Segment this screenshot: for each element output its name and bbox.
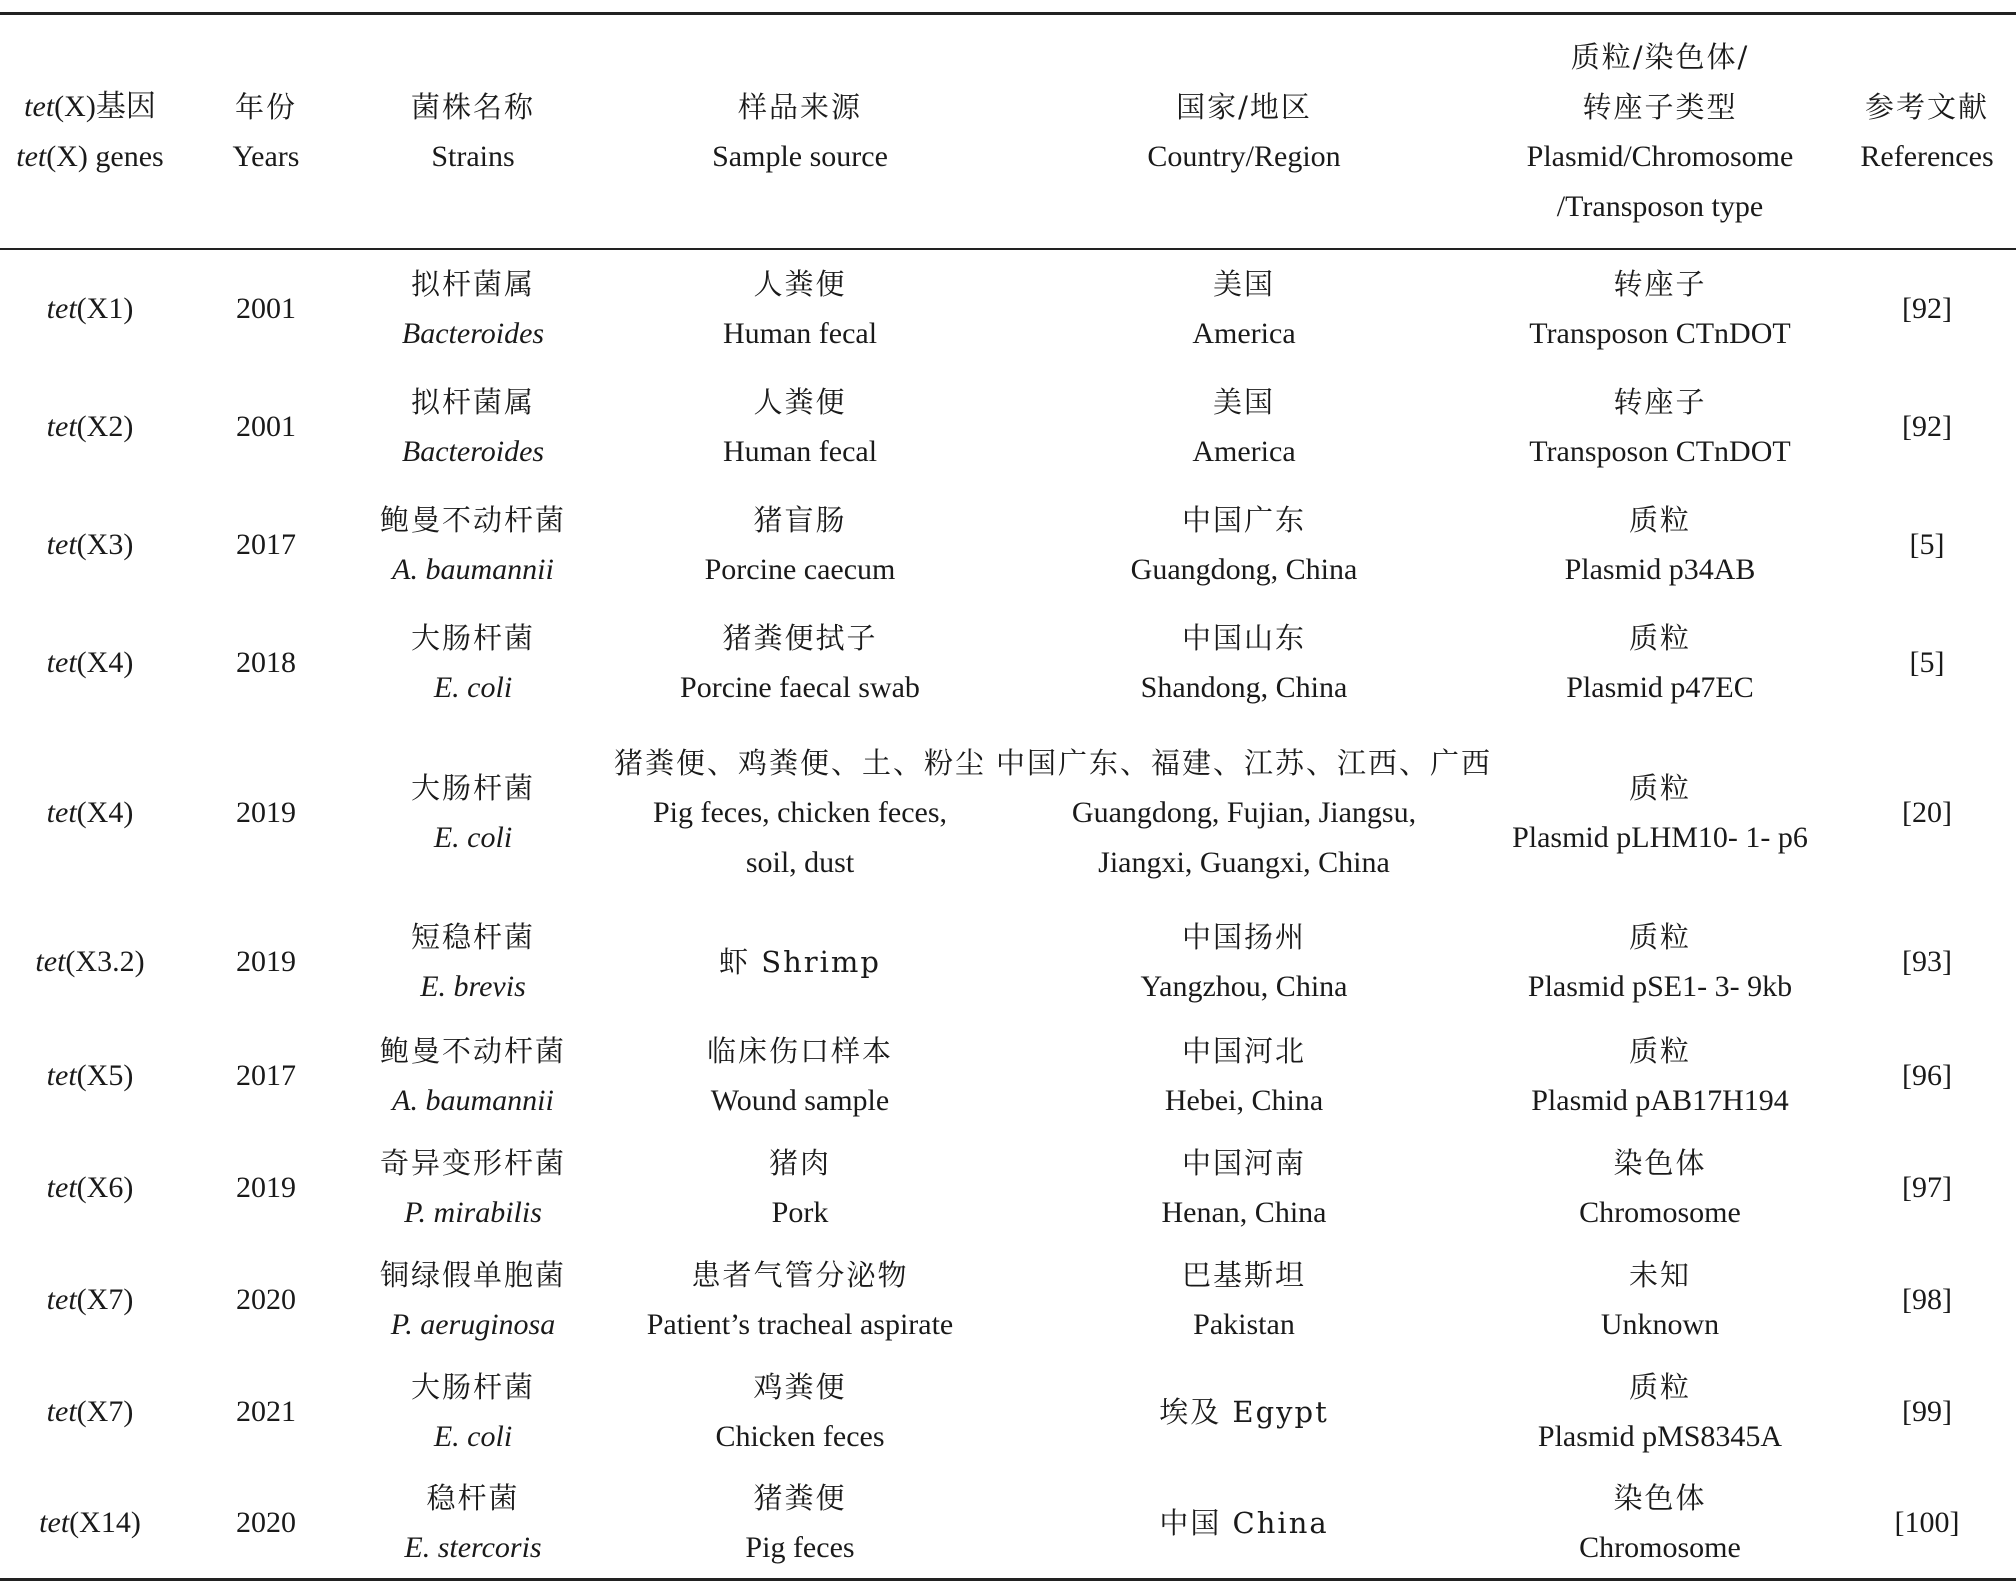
country-cell [1006,368,1482,486]
source-line: 猪肉 [768,1146,831,1180]
strain-zh: 大肠杆菌 [410,1370,535,1404]
year-value: 2020 [236,1506,296,1539]
strain-zh: 大肠杆菌 [410,621,535,655]
strain-zh: 稳杆菌 [426,1481,520,1515]
country-cell [1006,1356,1482,1468]
type-line: 转座子 [1613,267,1707,301]
header-type: 质粒/染色体/ 转座子类型 Plasmid/Chromosome /Transposon type [1526,39,1794,223]
header-gene: tet(X)基因 tet(X) genes [16,89,164,173]
gene-prefix: tet [46,1395,77,1428]
strain-en: E. brevis [420,970,526,1003]
gene-prefix: tet [39,1506,70,1539]
source-cell [594,250,1006,368]
country-cell [1006,1132,1482,1244]
gene-cell [0,368,180,486]
reference-cell [1838,904,2016,1020]
country-line: 中国广东 [1181,503,1306,537]
source-line: 人粪便 [753,267,847,301]
strain-en: Bacteroides [401,435,545,468]
gene-name [47,638,134,688]
country-line: 中国广东、福建、江苏、江西、广西 [996,746,1493,780]
type-line: 转座子 [1613,385,1707,419]
strain-en: P. mirabilis [404,1196,542,1229]
type-line: Plasmid p47EC [1566,671,1754,704]
gene-variant: (X3) [76,528,134,561]
type-cell [1482,486,1838,604]
table-row [0,1244,2016,1356]
strain-cell [352,722,594,904]
gene-variant: (X7) [76,1283,134,1316]
year-value: 2018 [236,646,296,679]
source-line: 猪粪便、鸡粪便、土、粉尘 [613,746,986,780]
type-cell [1482,904,1838,1020]
gene-prefix: tet [46,292,77,325]
gene-variant: (X6) [76,1171,134,1204]
type-line: 染色体 [1613,1146,1707,1180]
strain-en: E. coli [433,671,513,704]
strain-zh: 短稳杆菌 [410,920,535,954]
year-value: 2001 [236,292,296,325]
strain-en: E. stercoris [404,1531,542,1564]
gene-name [47,788,134,838]
strain-cell [352,250,594,368]
year-cell [180,1244,352,1356]
country-line: Guangdong, Fujian, Jiangsu, [1071,796,1417,829]
header-references: 参考文献 References [1860,89,1994,173]
source-line: 人粪便 [753,385,847,419]
source-line: Pork [771,1196,829,1229]
gene-prefix: tet [46,528,77,561]
country-line: 中国河南 [1181,1146,1306,1180]
gene-variant: (X3.2) [65,945,145,978]
country-cell [1006,486,1482,604]
gene-prefix: tet [46,646,77,679]
gene-name [47,402,134,452]
source-line: Chicken feces [715,1420,885,1453]
strain-cell [352,368,594,486]
type-line: Plasmid p34AB [1564,553,1756,586]
year-value: 2019 [236,1171,296,1204]
year-value: 2019 [236,796,296,829]
table-row [0,1468,2016,1578]
country-line: Shandong, China [1140,671,1348,704]
reference-cell [1838,486,2016,604]
gene-cell [0,1244,180,1356]
source-line: Pig feces [745,1531,855,1564]
gene-name [35,937,144,987]
source-line: 鸡粪便 [753,1370,847,1404]
type-cell [1482,604,1838,722]
type-line: 染色体 [1613,1481,1707,1515]
source-cell [594,1244,1006,1356]
strain-zh: 拟杆菌属 [410,267,535,301]
strain-en: Bacteroides [401,317,545,350]
strain-zh: 铜绿假单胞菌 [379,1258,566,1292]
reference-cell [1838,722,2016,904]
reference-cell [1838,1244,2016,1356]
source-cell [594,722,1006,904]
header-country: 国家/地区 Country/Region [1147,89,1341,173]
reference-value: [99] [1902,1395,1952,1428]
source-line: Porcine faecal swab [680,671,920,704]
source-cell [594,1020,1006,1132]
table-row [0,904,2016,1020]
country-line: Jiangxi, Guangxi, China [1098,846,1390,879]
table-row [0,722,2016,904]
reference-cell [1838,1356,2016,1468]
gene-variant: (X7) [76,1395,134,1428]
year-cell [180,1020,352,1132]
year-cell [180,1356,352,1468]
year-value: 2017 [236,1059,296,1092]
gene-prefix: tet [46,410,77,443]
gene-cell [0,904,180,1020]
source-line: Wound sample [710,1084,890,1117]
year-cell [180,904,352,1020]
gene-prefix: tet [35,945,66,978]
country-cell [1006,904,1482,1020]
strain-zh: 鲍曼不动杆菌 [379,503,566,537]
reference-value: [97] [1902,1171,1952,1204]
gene-cell [0,1132,180,1244]
type-line: Plasmid pMS8345A [1537,1420,1783,1453]
strain-cell [352,1132,594,1244]
source-line: 临床伤口样本 [706,1034,893,1068]
country-cell [1006,250,1482,368]
gene-variant: (X1) [76,292,134,325]
reference-value: [92] [1902,410,1952,443]
header-strain: 菌株名称 Strains [410,89,535,173]
source-cell [594,486,1006,604]
table-row [0,1020,2016,1132]
reference-value: [93] [1902,945,1952,978]
gene-name [39,1498,141,1548]
gene-name [47,1051,134,1101]
source-cell [594,1468,1006,1578]
table-header-row [0,15,2016,248]
reference-cell [1838,368,2016,486]
type-line: Unknown [1600,1308,1720,1341]
year-cell [180,250,352,368]
reference-value: [5] [1909,646,1945,679]
gene-prefix: tet [46,1059,77,1092]
gene-name [47,520,134,570]
reference-value: [5] [1909,528,1945,561]
source-line: soil, dust [745,846,855,879]
type-line: Plasmid pSE1- 3- 9kb [1527,970,1793,1003]
type-line: Chromosome [1579,1196,1741,1229]
strain-zh: 大肠杆菌 [410,771,535,805]
type-line: Transposon CTnDOT [1529,435,1791,468]
country-line: Guangdong, China [1130,553,1358,586]
source-line: 虾 Shrimp [719,945,881,979]
strain-en: E. coli [433,821,513,854]
header-year: 年份 Years [232,89,300,173]
gene-variant: (X4) [76,796,134,829]
gene-name [47,1387,134,1437]
year-cell [180,1468,352,1578]
source-line: 猪盲肠 [753,503,847,537]
source-line: Patient’s tracheal aspirate [646,1308,954,1341]
country-line: 埃及 Egypt [1159,1395,1329,1429]
strain-cell [352,1020,594,1132]
year-cell [180,368,352,486]
type-line: 质粒 [1628,1370,1691,1404]
strain-cell [352,1244,594,1356]
year-value: 2021 [236,1395,296,1428]
country-cell [1006,1244,1482,1356]
strain-cell [352,904,594,1020]
gene-variant: (X2) [76,410,134,443]
table-row [0,604,2016,722]
gene-name [47,284,134,334]
strain-zh: 拟杆菌属 [410,385,535,419]
country-line: 中国河北 [1181,1034,1306,1068]
year-cell [180,722,352,904]
strain-zh: 奇异变形杆菌 [379,1146,566,1180]
type-cell [1482,1468,1838,1578]
table-bottom-rule [0,1578,2016,1581]
reference-value: [92] [1902,292,1952,325]
gene-cell [0,1020,180,1132]
gene-name [47,1275,134,1325]
country-line: Pakistan [1193,1308,1295,1341]
table-row [0,1356,2016,1468]
year-value: 2001 [236,410,296,443]
year-value: 2019 [236,945,296,978]
source-line: Porcine caecum [704,553,896,586]
country-line: 巴基斯坦 [1181,1258,1306,1292]
strain-zh: 鲍曼不动杆菌 [379,1034,566,1068]
table-row [0,250,2016,368]
reference-value: [96] [1902,1059,1952,1092]
reference-value: [20] [1902,796,1952,829]
source-line: 患者气管分泌物 [691,1258,909,1292]
gene-cell [0,1468,180,1578]
source-cell [594,604,1006,722]
header-source: 样品来源 Sample source [712,89,888,173]
country-line: 美国 [1212,267,1275,301]
type-line: Chromosome [1579,1531,1741,1564]
gene-cell [0,722,180,904]
type-cell [1482,368,1838,486]
country-line: Henan, China [1161,1196,1327,1229]
year-value: 2020 [236,1283,296,1316]
strain-en: E. coli [433,1420,513,1453]
country-cell [1006,604,1482,722]
year-cell [180,1132,352,1244]
gene-name [47,1163,134,1213]
type-line: Transposon CTnDOT [1529,317,1791,350]
type-line: 质粒 [1628,621,1691,655]
source-line: 猪粪便 [753,1481,847,1515]
source-cell [594,1356,1006,1468]
type-cell [1482,1132,1838,1244]
source-cell [594,368,1006,486]
type-cell [1482,722,1838,904]
type-line: Plasmid pLHM10- 1- p6 [1512,821,1808,854]
strain-en: A. baumannii [392,1084,554,1117]
reference-cell [1838,250,2016,368]
strain-cell [352,604,594,722]
type-line: Plasmid pAB17H194 [1531,1084,1789,1117]
reference-cell [1838,1468,2016,1578]
country-line: America [1192,435,1296,468]
type-cell [1482,1244,1838,1356]
type-line: 未知 [1628,1258,1691,1292]
source-line: 猪粪便拭子 [722,621,878,655]
type-cell [1482,1356,1838,1468]
gene-cell [0,1356,180,1468]
country-line: America [1192,317,1296,350]
type-line: 质粒 [1628,920,1691,954]
gene-cell [0,250,180,368]
source-line: Pig feces, chicken feces, [652,796,948,829]
type-cell [1482,1020,1838,1132]
country-line: 中国 China [1159,1506,1329,1540]
strain-cell [352,486,594,604]
country-line: 中国扬州 [1181,920,1306,954]
gene-prefix: tet [46,1171,77,1204]
country-cell [1006,1020,1482,1132]
year-cell [180,486,352,604]
gene-cell [0,486,180,604]
gene-variant: (X14) [69,1506,141,1539]
year-cell [180,604,352,722]
table-row [0,368,2016,486]
type-line: 质粒 [1628,1034,1691,1068]
country-line: 中国山东 [1181,621,1306,655]
country-line: 美国 [1212,385,1275,419]
table-row [0,486,2016,604]
type-line: 质粒 [1628,771,1691,805]
reference-cell [1838,1020,2016,1132]
gene-prefix: tet [46,796,77,829]
strain-cell [352,1356,594,1468]
reference-value: [98] [1902,1283,1952,1316]
type-line: 质粒 [1628,503,1691,537]
gene-variant: (X4) [76,646,134,679]
country-line: Yangzhou, China [1140,970,1348,1003]
source-cell [594,1132,1006,1244]
strain-cell [352,1468,594,1578]
country-cell [996,722,1493,904]
source-line: Human fecal [722,435,878,468]
year-value: 2017 [236,528,296,561]
strain-en: A. baumannii [392,553,554,586]
type-cell [1482,250,1838,368]
source-cell [594,904,1006,1020]
country-line: Hebei, China [1164,1084,1324,1117]
table-row [0,1132,2016,1244]
reference-value: [100] [1894,1506,1960,1539]
strain-en: P. aeruginosa [390,1308,556,1341]
country-cell [1006,1468,1482,1578]
reference-cell [1838,1132,2016,1244]
reference-cell [1838,604,2016,722]
gene-prefix: tet [46,1283,77,1316]
source-line: Human fecal [722,317,878,350]
gene-variant: (X5) [76,1059,134,1092]
gene-cell [0,604,180,722]
